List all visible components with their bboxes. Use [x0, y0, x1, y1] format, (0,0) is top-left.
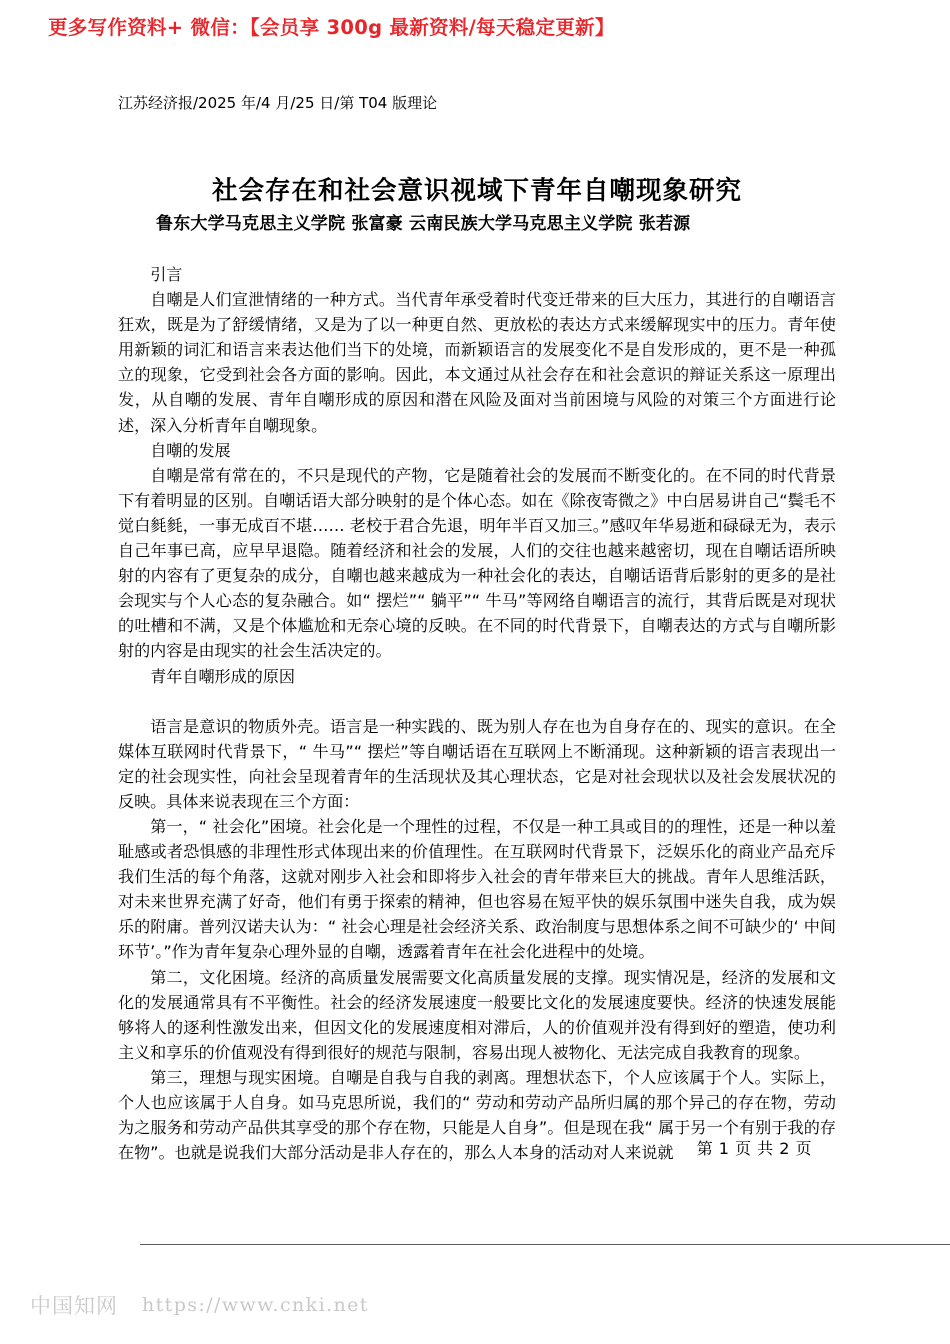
paragraph-development: 自嘲是常有常在的，不只是现代的产物，它是随着社会的发展而不断变化的。在不同的时代背景下有着明显的区别。自嘲话语大部分映射的是个体心态。如在《除夜寄微之》中白居易讲自己“鬓毛不觉白毵毵，一事无成百不堪…… 老校于君合先退，明年半百又加三。”感叹年华易逝和碌碌无为，表示自己年事已高，应早早退隐。随着经济和社会的发展，人们的交往也越来越密切，现在自嘲话语所映射的内容有了更复杂的成分，自嘲也越来越成为一种社会化的表达，自嘲话语背后影射的更多的是社会现实与个人心态的复杂融合。如“ 摆烂”“ 躺平”“ 牛马”等网络自嘲语言的流行，其背后既是对现状的吐槽和不满，又是个体尴尬和无奈心境的反映。在不同的时代背景下，自嘲表达的方式与自嘲所影射的内容是由现实的社会生活决定的。	[118, 465, 836, 661]
section-heading-causes: 青年自嘲形成的原因	[150, 666, 296, 686]
paragraph-point-three: 第三，理想与现实困境。自嘲是自我与自我的剥离。理想状态下，个人应该属于个人。实际上，个人也应该属于人自身。如马克思所说，我们的“ 劳动和劳动产品所归属的那个异己的存在物，劳动为之服务和劳动产品供其享受的那个存在物，只能是人自身”。但是现在我“ 属于另一个有别于我的存在物”。也就是说我们大部分活动是非人存在的，那么人本身的活动对人来说就	[118, 1067, 836, 1163]
paragraph-language-consciousness: 语言是意识的物质外壳。语言是一种实践的、既为别人存在也为自身存在的、现实的意识。在全媒体互联网时代背景下，“ 牛马”“ 摆烂”等自嘲话语在互联网上不断涌现。这种新颖的语言表现出一定的社会现实性，向社会呈现着青年的生活现状及其心理状态，它是对社会现状以及社会发展状况的反映。具体来说表现在三个方面：	[118, 716, 836, 811]
source-publication-line: 江苏经济报/2025 年/4 月/25 日/第 T04 版理论	[118, 94, 438, 112]
page-number-label: 第 1 页 共 2 页	[696, 1139, 812, 1158]
paragraph-introduction: 自嘲是人们宣泄情绪的一种方式。当代青年承受着时代变迁带来的巨大压力，其进行的自嘲语言狂欢，既是为了舒缓情绪，又是为了以一种更自然、更放松的表达方式来缓解现实中的压力。青年使用新颖的词汇和语言来表达他们当下的处境，而新颖语言的发展变化不是自发形成的，更不是一种孤立的现象，它受到社会各方面的影响。因此，本文通过从社会存在和社会意识的辩证关系这一原理出发，从自嘲的发展、青年自嘲形成的原因和潜在风险及面对当前困境与风险的对策三个方面进行论述，深入分析青年自嘲现象。	[118, 290, 836, 435]
paragraph-point-two: 第二，文化困境。经济的高质量发展需要文化高质量发展的支撑。现实情况是，经济的发展和文化的发展通常具有不平衡性。社会的经济发展速度一般要比文化的发展速度要快。经济的快速发展能够将人的逐利性激发出来，但因文化的发展速度相对滞后，人的价值观并没有得到好的塑造，使功利主义和享乐的价值观没有得到很好的规范与限制，容易出现人被物化、无法完成自我教育的现象。	[118, 967, 836, 1062]
paragraph-point-one: 第一，“ 社会化”困境。社会化是一个理性的过程，不仅是一种工具或目的的理性，还是一种以羞耻感或者恐惧感的非理性形式体现出来的价值理性。在互联网时代背景下，泛娱乐化的商业产品充斥我们生活的每个角落，这就对刚步入社会和即将步入社会的青年带来巨大的挑战。青年人思维活跃，对未来世界充满了好奇，他们有勇于探索的精神，但也容易在短平快的娱乐氛围中迷失自我，成为娱乐的附庸。普列汉诺夫认为：“ 社会心理是社会经济关系、政治制度与思想体系之间不可缺少的‘ 中间环节’。”作为青年复杂心理外显的自嘲，透露着青年在社会化进程中的处境。	[118, 816, 836, 962]
footer-divider	[140, 1244, 950, 1245]
promo-banner-text: 更多写作资料+ 微信：【会员享 300g 最新资料/每天稳定更新】	[48, 16, 615, 39]
author-affiliation-line: 鲁东大学马克思主义学院 张富豪 云南民族大学马克思主义学院 张若源	[156, 214, 691, 234]
cnki-logo-text: 中国知网	[30, 1294, 118, 1318]
section-heading-introduction: 引言	[150, 265, 183, 284]
cnki-url-text: https://www.cnki.net	[142, 1294, 369, 1316]
cnki-watermark	[30, 1290, 369, 1320]
section-heading-development: 自嘲的发展	[150, 440, 231, 460]
page-title: 社会存在和社会意识视域下青年自嘲现象研究	[211, 176, 742, 207]
article-body	[118, 262, 836, 1165]
